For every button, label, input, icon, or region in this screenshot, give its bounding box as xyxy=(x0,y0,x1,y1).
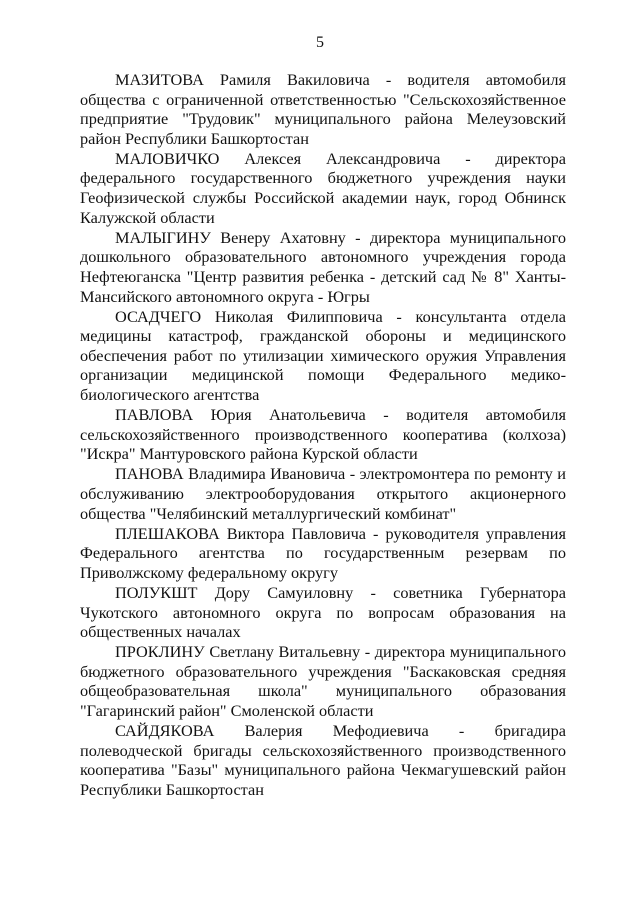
page-number: 5 xyxy=(316,34,324,51)
award-entry-pleshakov: ПЛЕШАКОВА Виктора Павловича - руководителя управления Федерального агентства по государственным резервам по Приволжскому федеральному округу xyxy=(80,523,566,582)
award-entry-malygina: МАЛЫГИНУ Венеру Ахатовну - директора муниципального дошкольного образовательного автономного учреждения города Нефтеюганска "Центр развития ребенка - детский сад № 8" Ханты-Мансийского автономного округа - Югры xyxy=(80,227,566,306)
award-entry-malovichko: МАЛОВИЧКО Алексея Александровича - директора федерального государственного бюджетного учреждения науки Геофизической службы Российской академии наук, город Обнинск Калужской области xyxy=(80,148,566,227)
award-entry-proklina: ПРОКЛИНУ Светлану Витальевну - директора муниципального бюджетного образовательного учреждения "Баскаковская средняя общеобразовательная школа" муниципального образования "Гагаринский район" Смоленской области xyxy=(80,642,566,720)
award-entry-pavlov: ПАВЛОВА Юрия Анатольевича - водителя автомобиля сельскохозяйственного производственного кооператива (колхоза) "Искра" Мантуровского района Курской области xyxy=(80,405,566,464)
award-entry-mazitova: МАЗИТОВА Рамиля Вакиловича - водителя автомобиля общества с ограниченной ответственностью "Сельскохозяйственное предприятие "Трудовик" муниципального района Мелеузовский район Республики Башкортостан xyxy=(80,70,566,148)
award-entry-panov: ПАНОВА Владимира Ивановича - электромонтера по ремонту и обслуживанию электрооборудования открытого акционерного общества "Челябинский металлургический комбинат" xyxy=(80,464,566,523)
award-entry-osadchiy: ОСАДЧЕГО Николая Филипповича - консультанта отдела медицины катастроф, гражданской обороны и медицинского обеспечения работ по утилизации химического оружия Управления организации медицинской помощи Федерального медико-биологического агентства xyxy=(80,306,566,404)
award-list xyxy=(80,70,566,800)
award-entry-polukasht: ПОЛУКШТ Дору Самуиловну - советника Губернатора Чукотского автономного округа по вопросам образования на общественных началах xyxy=(80,582,566,642)
award-entry-saydyakov: САЙДЯКОВА Валерия Мефодиевича - бригадира полеводческой бригады сельскохозяйственного производственного кооператива "Базы" муниципального района Чекмагушевский район Республики Башкортостан xyxy=(80,721,566,799)
